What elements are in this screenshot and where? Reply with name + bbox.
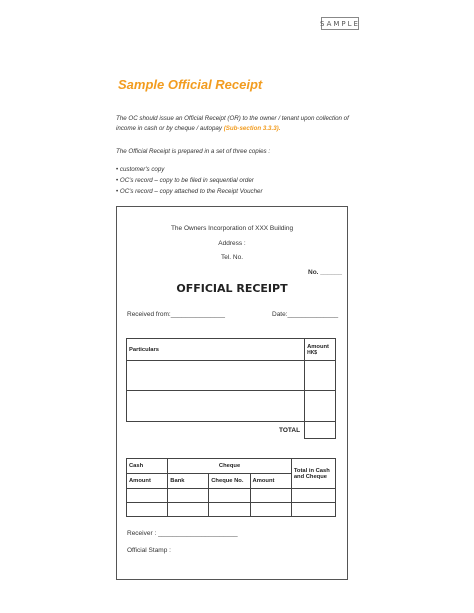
intro-paragraph <box>116 114 356 134</box>
particulars-table <box>126 338 336 439</box>
address-label: Address : <box>218 240 246 247</box>
total-cell[interactable] <box>291 503 335 517</box>
amount-unit: HK$ <box>307 349 318 356</box>
official-stamp-field[interactable]: Official Stamp : <box>127 547 171 554</box>
table-row <box>127 489 336 503</box>
tel-label: Tel. No. <box>220 254 244 261</box>
cheque-amount-cell[interactable] <box>250 489 291 503</box>
particulars-header: Particulars <box>127 339 305 361</box>
list-item: • customer's copy <box>116 164 263 175</box>
particulars-cell[interactable] <box>127 391 305 422</box>
receipt-heading: OFFICIAL RECEIPT <box>176 282 288 295</box>
total-cell[interactable] <box>291 489 335 503</box>
total-label: TOTAL <box>279 426 301 434</box>
list-item: • OC's record – copy attached to the Receipt Voucher <box>116 186 263 197</box>
cash-amount-cell[interactable] <box>127 489 168 503</box>
cheque-no-header: Cheque No. <box>209 474 250 489</box>
received-from-field[interactable]: Received from:_______________ <box>127 311 225 318</box>
total-cash-cheque-header: Total in Cash and Cheque <box>291 459 335 489</box>
table-row <box>127 459 336 474</box>
receipt-form <box>116 206 348 580</box>
copies-intro: The Official Receipt is prepared in a set of three copies : <box>116 148 271 155</box>
table-row <box>127 361 336 391</box>
cash-amount-header: Amount <box>127 474 168 489</box>
particulars-cell[interactable] <box>127 361 305 391</box>
cheque-amount-cell[interactable] <box>250 503 291 517</box>
amount-header <box>305 339 336 361</box>
bank-cell[interactable] <box>168 489 209 503</box>
org-name: The Owners Incorporation of XXX Building <box>170 225 294 232</box>
table-row <box>127 339 336 361</box>
bank-header: Bank <box>168 474 209 489</box>
table-row <box>127 391 336 422</box>
date-field[interactable]: Date:______________ <box>272 311 339 318</box>
list-item: • OC's record – copy to be filed in sequential order <box>116 175 263 186</box>
amount-header-label: Amount <box>307 343 329 350</box>
cheque-amount-header: Amount <box>250 474 291 489</box>
total-amount-cell[interactable] <box>305 422 336 439</box>
receipt-number: No. ______ <box>308 269 342 276</box>
sample-stamp: SAMPLE <box>321 17 359 30</box>
cash-header: Cash <box>127 459 168 474</box>
cheque-no-cell[interactable] <box>209 489 250 503</box>
page-title: Sample Official Receipt <box>118 77 263 92</box>
intro-text: The OC should issue an Official Receipt (OR) to the owner / tenant upon collection of income in cash or by cheque / autopay <box>116 115 349 132</box>
payment-table <box>126 458 336 517</box>
cheque-header: Cheque <box>168 459 292 474</box>
subsection-reference: (Sub-section 3.3.3). <box>223 125 281 132</box>
bank-cell[interactable] <box>168 503 209 517</box>
table-row <box>127 422 336 439</box>
copies-list <box>116 164 263 197</box>
table-row <box>127 503 336 517</box>
cheque-no-cell[interactable] <box>209 503 250 517</box>
receiver-field[interactable]: Receiver : ______________________ <box>127 530 238 537</box>
cash-amount-cell[interactable] <box>127 503 168 517</box>
amount-cell[interactable] <box>305 361 336 391</box>
amount-cell[interactable] <box>305 391 336 422</box>
